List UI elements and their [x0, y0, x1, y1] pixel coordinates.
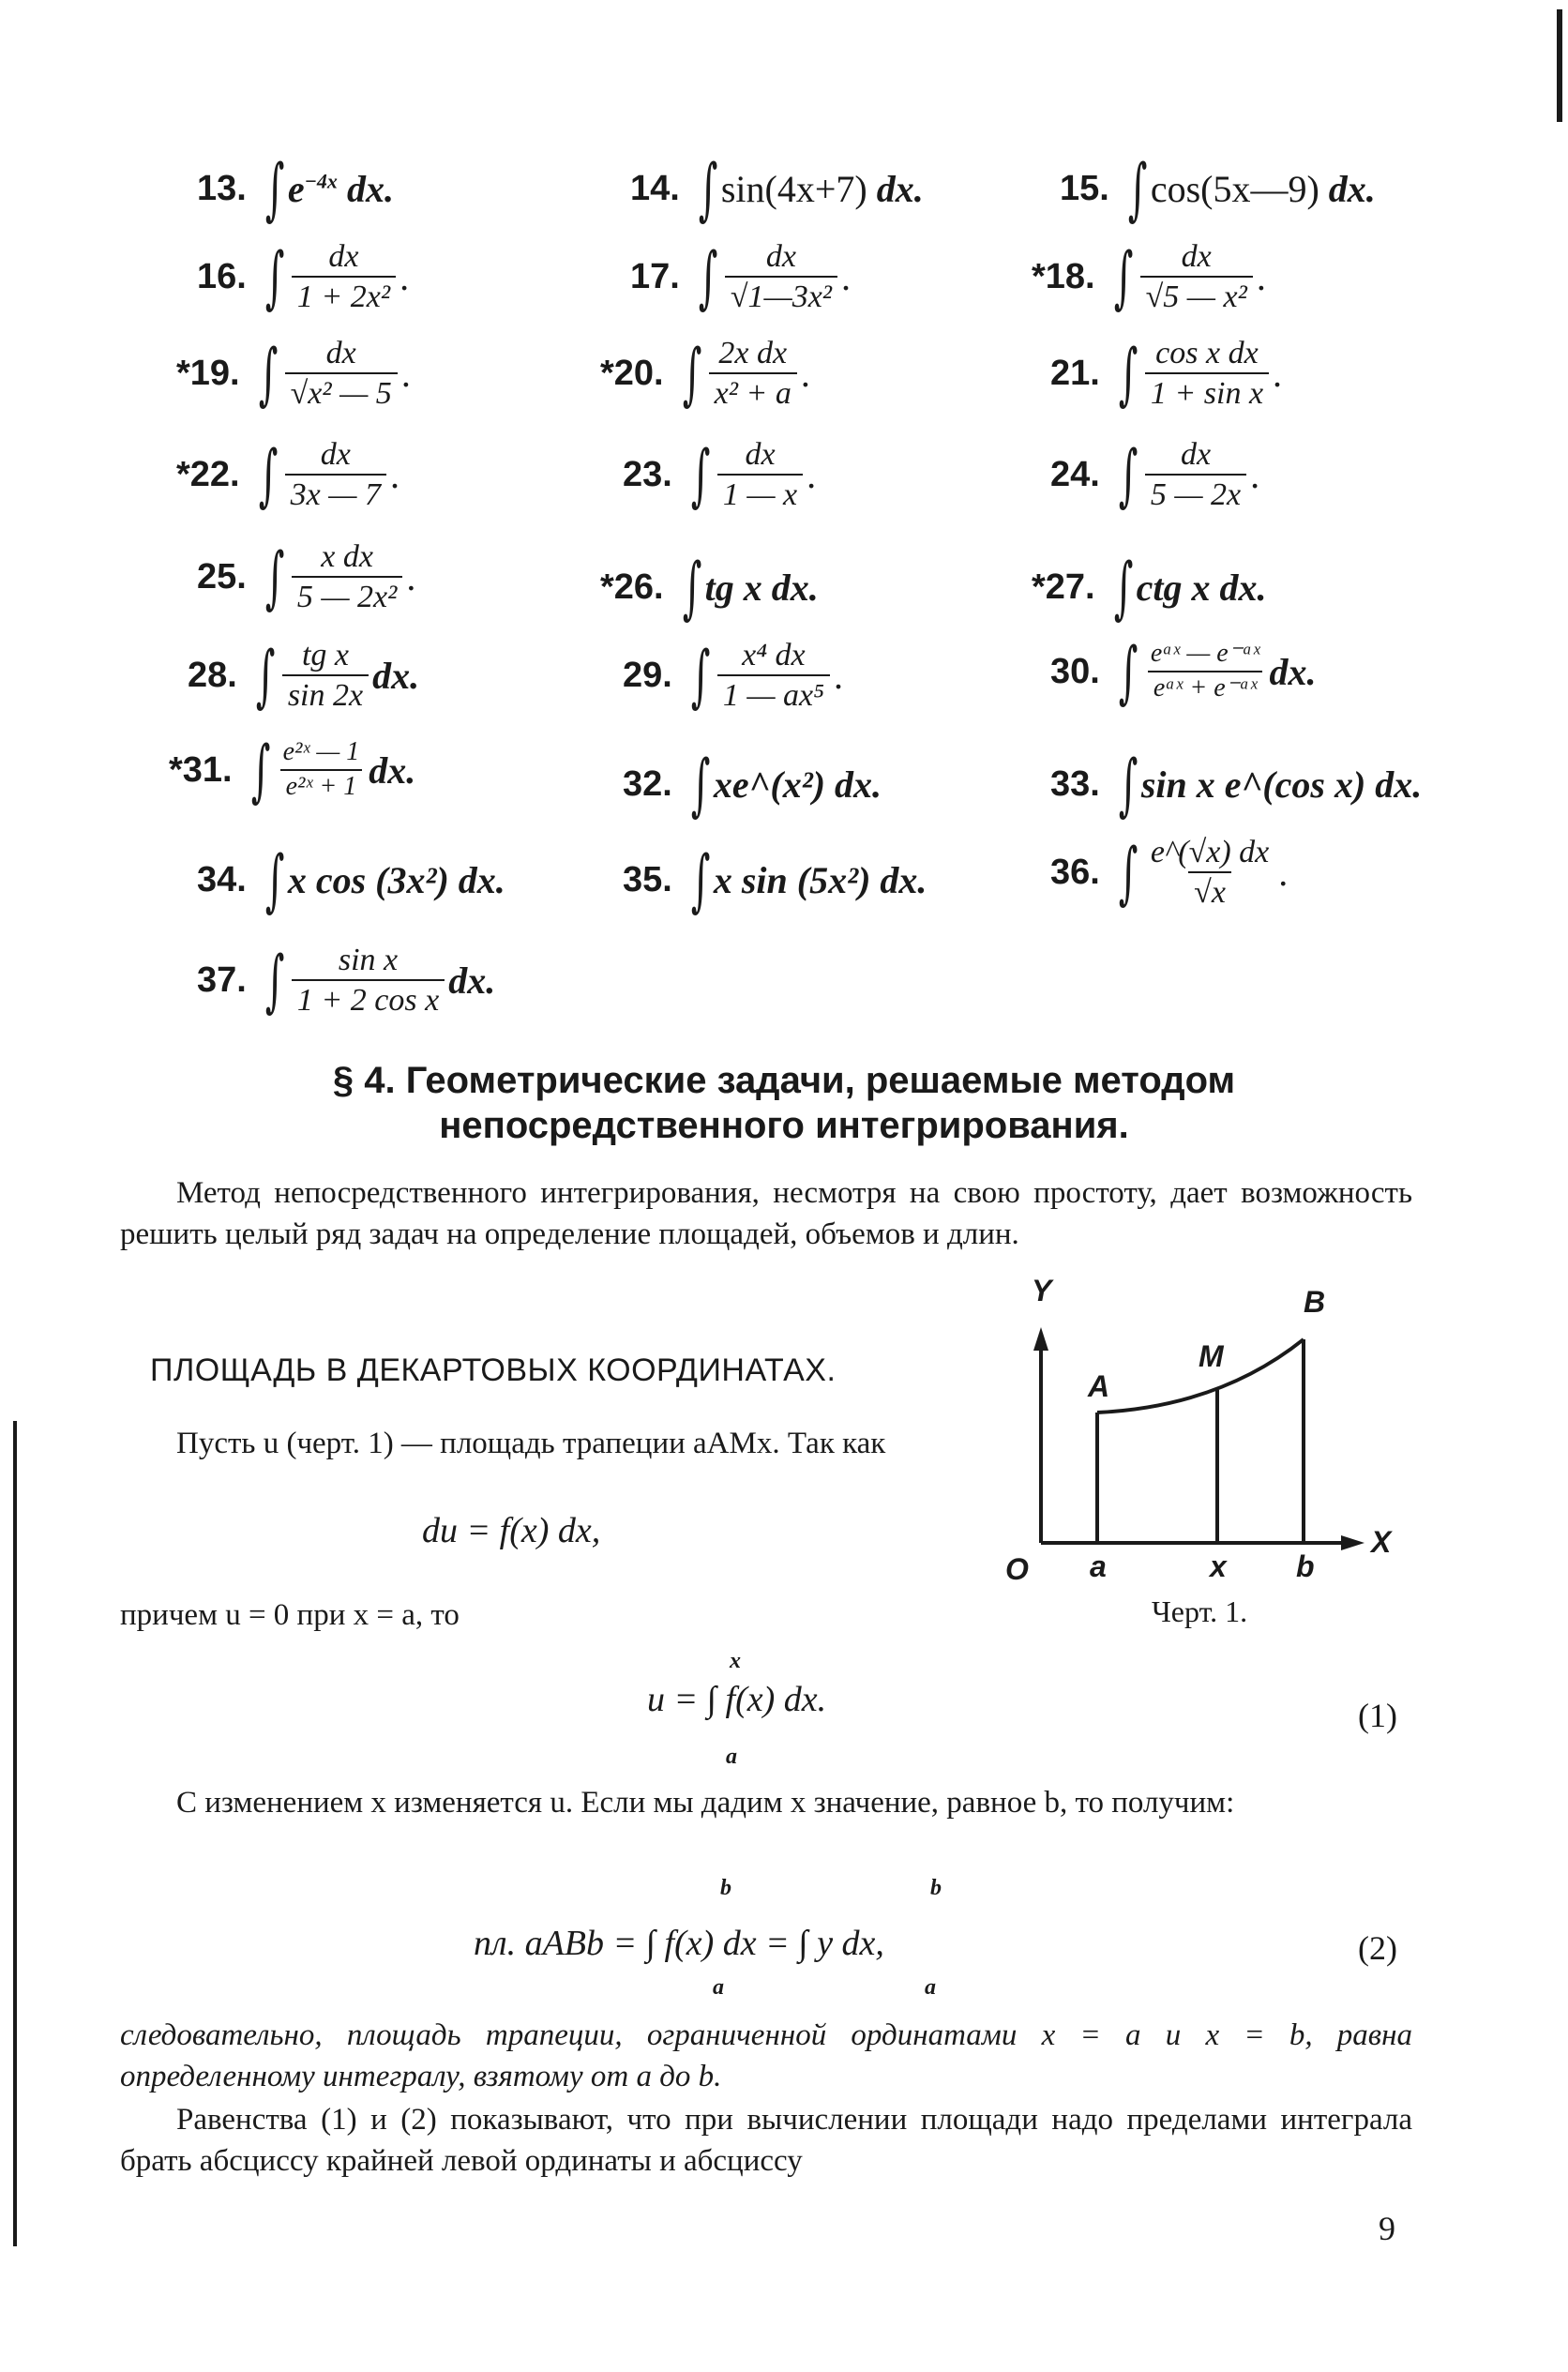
exercise-29: 29. ∫ $\frac{\text{x⁴ dx}}{\text{1 — ax⁵}}$ . [623, 636, 843, 716]
section-title-line1: § 4. Геометрические задачи, решаемые методом [332, 1060, 1236, 1101]
integral-sign: ∫ [1113, 548, 1134, 627]
expr: x cos (3x²) dx. [287, 858, 505, 901]
integral-sign: ∫ [1118, 632, 1138, 711]
integral-sign: ∫ [250, 731, 271, 809]
margin-bar-right [1557, 9, 1562, 122]
exercise-22: *22. ∫ $\frac{dx}{3x — 7}$ . [176, 435, 400, 515]
fraction: $\frac{dx}{\text{1 + 2x²}}$ [292, 239, 396, 315]
section-title [0, 1058, 1568, 1148]
fraction: $\frac{dx}{1 — x}$ [717, 437, 803, 513]
expr: sin x e^(cos x) dx. [1140, 763, 1423, 806]
exercise-37: 37. ∫ $\frac{\text{sin x}}{\text{1 + 2 cos x}}$ dx. [197, 941, 496, 1020]
exercise-number: 23. [623, 454, 672, 494]
integral-sign: ∫ [264, 237, 285, 317]
subheading: ПЛОЩАДЬ В ДЕКАРТОВЫХ КООРДИНАТАХ. [150, 1352, 837, 1388]
fraction: $\frac{\text{sin x}}{\text{1 + 2 cos x}}$ [292, 943, 445, 1019]
exercise-27 [1032, 548, 1267, 627]
paragraph-1: Пусть u (черт. 1) — площадь трапеции aAMx. Так как [176, 1427, 886, 1460]
exercise-25: 25. ∫ $\frac{\text{x dx}}{\text{5 — 2x²}}$ . [197, 537, 416, 617]
exercise-14 [630, 149, 924, 228]
formula-1-upper: x [730, 1649, 741, 1673]
exercise-36: 36. ∫ $\frac{e\^{}(√x) dx}{√x}$ . [1050, 833, 1289, 913]
formula-1-text: u = ∫ f(x) dx. [647, 1680, 827, 1719]
exercise-number: 24. [1050, 454, 1100, 494]
exercise-number: 33. [1050, 763, 1100, 804]
exercise-number: *27. [1032, 567, 1095, 607]
exercise-number: 37. [197, 959, 247, 1000]
fraction: $\frac{\text{cos x dx}}{\text{1 + sin x}}$ [1145, 336, 1269, 412]
expr: ctg x dx. [1136, 566, 1267, 609]
integral-sign: ∫ [264, 537, 285, 617]
exercise-34 [197, 840, 505, 919]
exercise-number: *19. [176, 353, 240, 393]
fraction: $\frac{dx}{\text{√x² — 5}}$ [285, 336, 398, 412]
formula-2-lower-b: a [925, 1975, 936, 2000]
exercise-number: 25. [197, 556, 247, 597]
expr: tg x dx. [704, 566, 819, 609]
integral-sign: ∫ [690, 435, 711, 515]
exercise-33 [1050, 745, 1423, 823]
expr: $e^{-4x}$ dx. [287, 167, 394, 210]
expr: x sin (5x²) dx. [713, 858, 927, 901]
exercise-number: 28. [188, 655, 237, 695]
fraction: $\frac{dx}{3x — 7}$ [285, 437, 386, 513]
integral-sign: ∫ [264, 840, 285, 919]
exercise-number: 21. [1050, 353, 1100, 393]
exercise-16: 16. ∫ $\frac{dx}{\text{1 + 2x²}}$ . [197, 237, 410, 317]
formula-2-upper-b: b [930, 1876, 942, 1900]
exercise-31: *31. ∫ $\frac{\text{e²ˣ — 1}}{\text{e²ˣ + 1}}$ dx. [169, 731, 416, 809]
exercise-30: 30. ∫ $\frac{\text{eᵃˣ — e⁻ᵃˣ}}{\text{eᵃˣ + e⁻ᵃˣ}}$ dx. [1050, 632, 1317, 711]
label-B: B [1304, 1285, 1326, 1319]
integral-sign: ∫ [1118, 435, 1138, 515]
exercise-number: 15. [1060, 168, 1109, 208]
figure-trapezoid [994, 1276, 1425, 1632]
margin-bar-left [13, 1421, 17, 2246]
fraction: $\frac{\text{tg x}}{\sin 2x}$ [282, 638, 369, 714]
fraction: $\frac{dx}{5 — 2x}$ [1145, 437, 1246, 513]
exercise-number: *22. [176, 454, 240, 494]
equation-number-1: (1) [1358, 1697, 1397, 1734]
label-b: b [1296, 1549, 1315, 1583]
exercise-17: 17. ∫ $\frac{dx}{\text{√1—3x²}}$ . [630, 237, 852, 317]
label-Y: Y [1032, 1274, 1052, 1307]
exercise-18: *18. ∫ $\frac{dx}{\text{√5 — x²}}$ . [1032, 237, 1266, 317]
fraction: $\frac{\text{eᵃˣ — e⁻ᵃˣ}}{\text{eᵃˣ + e⁻ᵃˣ}}$ [1145, 640, 1266, 703]
label-O: O [1005, 1552, 1029, 1586]
fraction: $\frac{e\^{}(√x) dx}{√x}$ [1150, 835, 1270, 911]
fraction: $\frac{\text{e²ˣ — 1}}{\text{e²ˣ + 1}}$ [278, 738, 366, 802]
integral-sign: ∫ [1113, 237, 1134, 317]
exercise-20: *20. ∫ $\frac{\text{2x dx}}{\text{x² + a}}$ . [600, 334, 810, 414]
integral-sign: ∫ [698, 149, 718, 228]
label-X: X [1371, 1525, 1392, 1559]
fraction: $\frac{\text{x⁴ dx}}{\text{1 — ax⁵}}$ [717, 638, 830, 714]
formula-1-lower: a [726, 1745, 737, 1769]
integral-sign: ∫ [690, 636, 711, 716]
formula-2 [474, 1923, 884, 1964]
integral-sign: ∫ [682, 334, 702, 414]
exercise-number: *20. [600, 353, 664, 393]
paragraph-3: С изменением x изменяется u. Если мы дадим x значение, равное b, то получим: [176, 1786, 1235, 1820]
expr: xe^(x²) dx. [713, 763, 882, 806]
exercise-number: 17. [630, 256, 680, 296]
paragraph-2: причем u = 0 при x = a, то [120, 1598, 460, 1632]
equation-number-2: (2) [1358, 1929, 1397, 1967]
label-M: M [1199, 1339, 1224, 1373]
integral-sign: ∫ [1118, 334, 1138, 414]
integral-sign: ∫ [258, 435, 279, 515]
x-axis-arrow-icon [1341, 1535, 1364, 1550]
exercise-number: 14. [630, 168, 680, 208]
exercise-number: 30. [1050, 651, 1100, 691]
integral-sign: ∫ [682, 548, 702, 627]
y-axis-arrow-icon [1033, 1327, 1048, 1351]
integral-sign: ∫ [1118, 833, 1138, 913]
fraction: $\frac{\text{2x dx}}{\text{x² + a}}$ [709, 336, 797, 412]
section-title-line2: непосредственного интегрирования. [439, 1105, 1129, 1146]
exercise-35 [623, 840, 927, 919]
expr: sin(4x+7) dx. [720, 167, 924, 210]
exercise-number: 34. [197, 859, 247, 899]
expr: cos(5x—9) dx. [1150, 167, 1376, 210]
exercise-number: 16. [197, 256, 247, 296]
figure-caption: Черт. 1. [1152, 1594, 1248, 1628]
exercise-number: *31. [169, 749, 233, 790]
integral-sign: ∫ [690, 840, 711, 919]
label-a: a [1090, 1549, 1107, 1583]
integral-sign: ∫ [1118, 745, 1138, 823]
formula-du: du = f(x) dx, [422, 1511, 601, 1550]
exercise-number: 35. [623, 859, 672, 899]
integral-sign: ∫ [264, 149, 285, 228]
exercise-number: *18. [1032, 256, 1095, 296]
formula-2-upper-a: b [720, 1876, 731, 1900]
integral-sign: ∫ [264, 941, 285, 1020]
exercise-13 [197, 149, 394, 228]
paragraph-5: Равенства (1) и (2) показывают, что при вычислении площади надо пределами интеграла брать абсциссу крайней левой ординаты и абсциссу [120, 2103, 1412, 2178]
exercise-number: 13. [197, 168, 247, 208]
fraction: $\frac{dx}{\text{√1—3x²}}$ [725, 239, 837, 315]
exercise-23: 23. ∫ $\frac{dx}{1 — x}$ . [623, 435, 817, 515]
exercise-19: *19. ∫ $\frac{dx}{\text{√x² — 5}}$ . [176, 334, 411, 414]
exercise-number: 29. [623, 655, 672, 695]
formula-2-lower-a: a [713, 1975, 724, 2000]
exercise-number: *26. [600, 567, 664, 607]
integral-sign: ∫ [255, 636, 276, 716]
exercise-number: 36. [1050, 852, 1100, 892]
integral-sign: ∫ [1127, 149, 1148, 228]
exercise-15 [1060, 149, 1376, 228]
integral-sign: ∫ [258, 334, 279, 414]
exercise-32 [623, 745, 882, 823]
exercise-21: 21. ∫ $\frac{\text{cos x dx}}{\text{1 + sin x}}$ . [1050, 334, 1283, 414]
intro-paragraph: Метод непосредственного интегрирования, несмотря на свою простоту, дает возможность решить целый ряд задач на определение площадей, объемов и длин. [120, 1176, 1412, 1251]
label-x: x [1210, 1549, 1227, 1583]
exercise-28: 28. ∫ $\frac{\text{tg x}}{\sin 2x}$ dx. [188, 636, 420, 716]
paragraph-4: следовательно, площадь трапеции, ограниченной ординатами x = a и x = b, равна определенному интегралу, взятому от a до b. [120, 2018, 1412, 2093]
integral-sign: ∫ [690, 745, 711, 823]
label-A: A [1088, 1369, 1110, 1403]
formula-2-text: пл. aABb = ∫ f(x) dx = ∫ y dx, [474, 1924, 884, 1963]
exercise-number: 32. [623, 763, 672, 804]
exercise-26 [600, 548, 819, 627]
page-number: 9 [1379, 2210, 1395, 2247]
fraction: $\frac{\text{x dx}}{\text{5 — 2x²}}$ [292, 539, 403, 615]
fraction: $\frac{dx}{\text{√5 — x²}}$ [1140, 239, 1253, 315]
integral-sign: ∫ [698, 237, 718, 317]
exercise-24: 24. ∫ $\frac{dx}{5 — 2x}$ . [1050, 435, 1260, 515]
